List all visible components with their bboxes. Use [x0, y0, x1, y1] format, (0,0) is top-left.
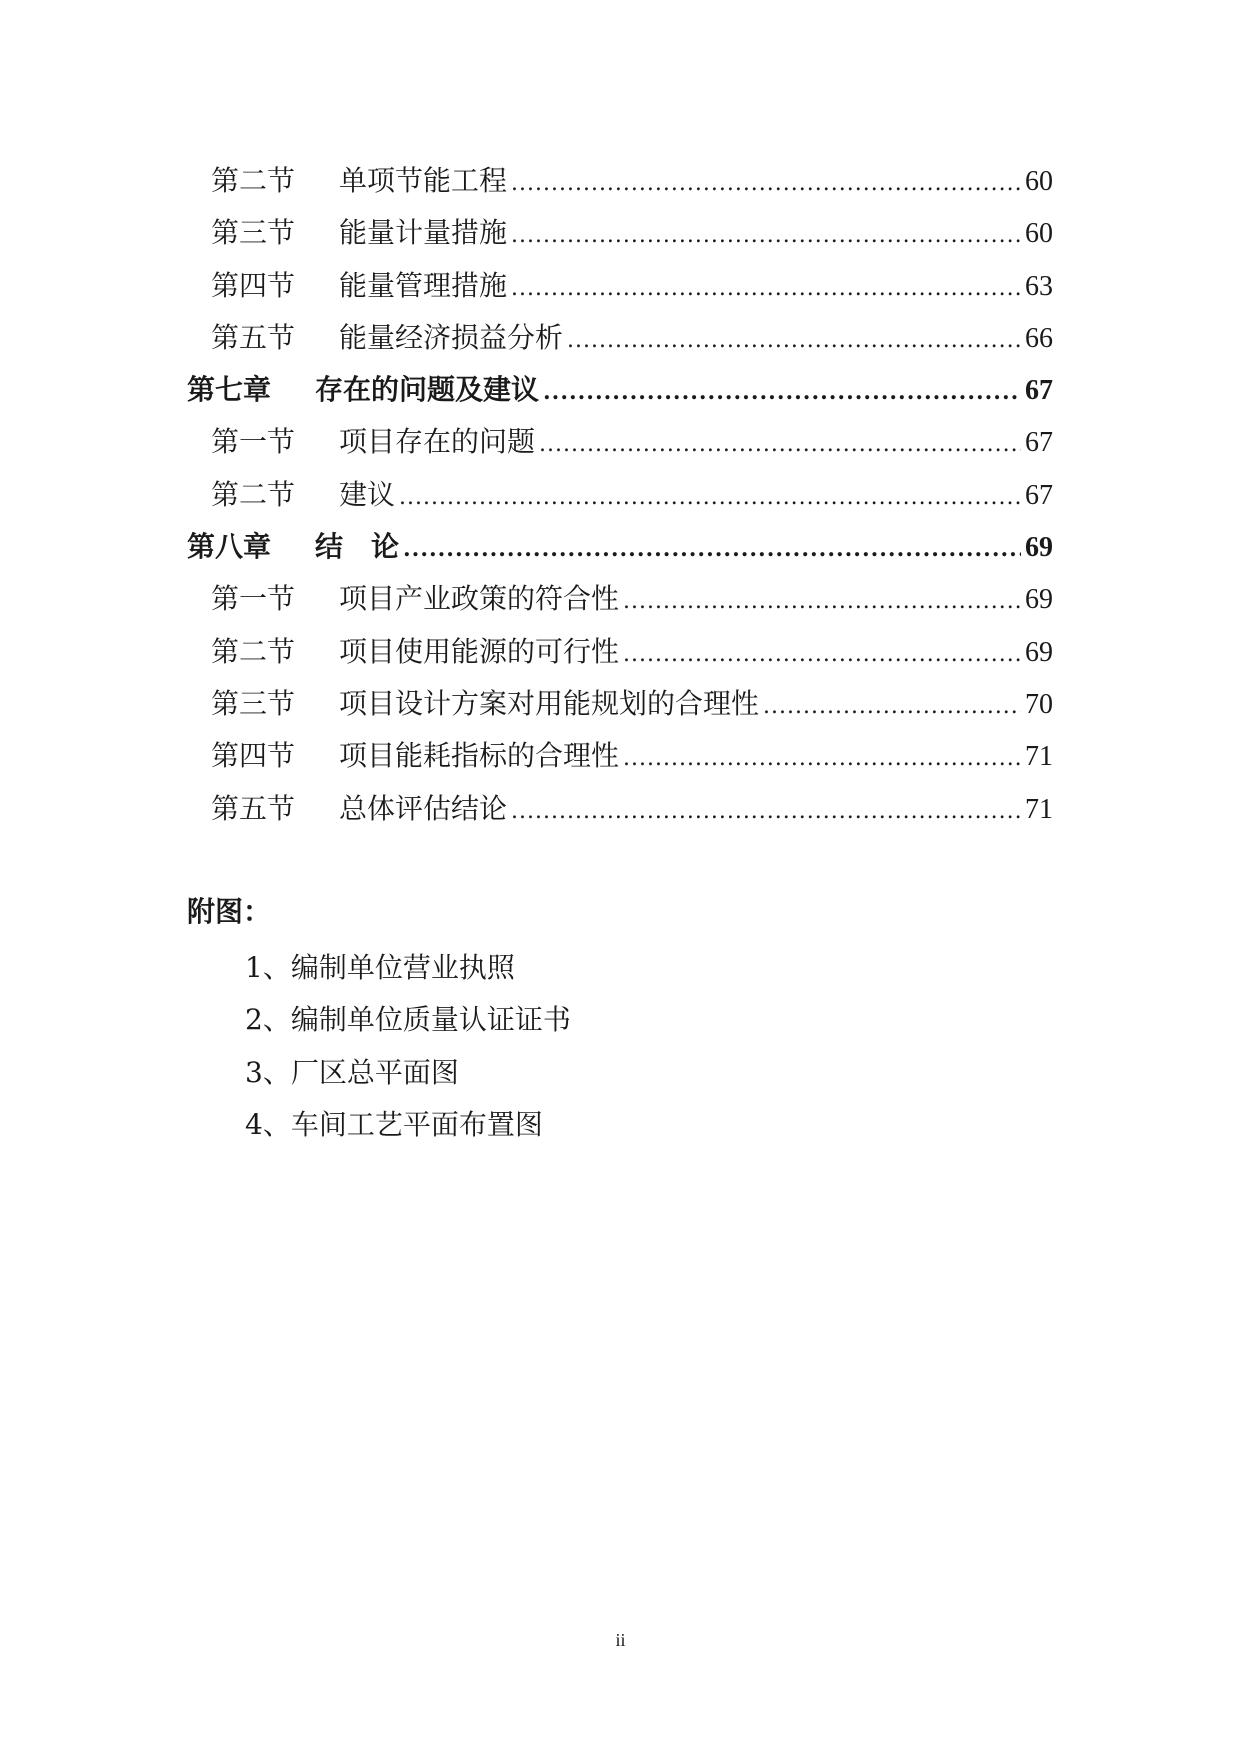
- toc-chapter-number: 第七章: [187, 373, 272, 407]
- toc-leader-dots: [567, 315, 1021, 367]
- toc-entry-title: 项目设计方案对用能规划的合理性: [339, 686, 760, 720]
- toc-leader-dots: [403, 523, 1021, 575]
- toc-entry: [187, 573, 1053, 625]
- toc-chapter: [187, 364, 1053, 416]
- toc-entry-title: 总体评估结论: [339, 791, 508, 825]
- toc-chapter-title: 存在的问题及建议: [315, 373, 540, 407]
- toc-entry-number: 第三节: [211, 216, 296, 250]
- toc-entry: [187, 416, 1053, 468]
- toc-entry-page: 60: [1025, 166, 1053, 197]
- toc-entry-title: 能量经济损益分析: [339, 320, 564, 354]
- toc-entry-number: 第一节: [211, 582, 296, 616]
- appendix-title: 附图：: [187, 895, 272, 928]
- appendix-item: 4、车间工艺平面布置图: [245, 1107, 543, 1141]
- toc-leader-dots: [543, 366, 1021, 418]
- toc-chapter: [187, 521, 1053, 573]
- toc-entry-title: 项目产业政策的符合性: [339, 582, 620, 616]
- toc-entry-title: 项目存在的问题: [339, 425, 536, 459]
- toc-entry-number: 第四节: [211, 739, 296, 773]
- toc-entry-page: 71: [1025, 793, 1053, 825]
- toc-entry-label: [211, 155, 507, 207]
- toc-entry-page: 70: [1025, 688, 1053, 720]
- toc-leader-dots: [511, 158, 1021, 210]
- toc-entry-number: 第五节: [211, 791, 296, 825]
- toc-entry-page: 71: [1025, 741, 1053, 773]
- appendix-item: 3、厂区总平面图: [245, 1055, 459, 1089]
- toc-entry-page: 63: [1025, 270, 1053, 302]
- toc-entry: [187, 626, 1053, 678]
- toc-entry-page: 69: [1025, 584, 1053, 616]
- toc-entry-label: [211, 416, 535, 468]
- appendix-item: 1、编制单位营业执照: [245, 951, 515, 984]
- toc-entry: [187, 783, 1053, 835]
- toc-chapter-page: 67: [1025, 375, 1053, 407]
- toc-leader-dots: [511, 210, 1021, 262]
- toc-entry-title: 能量管理措施: [339, 268, 508, 302]
- toc-entry-title: 项目能耗指标的合理性: [339, 739, 620, 773]
- toc-entry: [187, 678, 1053, 730]
- toc-chapter-title: 结 论: [315, 530, 400, 564]
- toc-entry-page: 67: [1025, 427, 1053, 459]
- toc-entry-label: [211, 469, 395, 521]
- toc-entry-label: [211, 678, 759, 730]
- toc-chapter-label: [187, 521, 399, 573]
- page-number: ii: [615, 1630, 626, 1650]
- toc-entry-page: 69: [1025, 636, 1053, 668]
- toc-leader-dots: [399, 472, 1021, 524]
- toc-entry-number: 第二节: [211, 477, 296, 511]
- toc-entry-label: [211, 312, 563, 364]
- toc-entry: [187, 730, 1053, 782]
- toc-leader-dots: [763, 681, 1021, 733]
- toc-entry-number: 第五节: [211, 320, 296, 354]
- toc-entry-label: [211, 730, 619, 782]
- toc-entry: [187, 207, 1053, 259]
- toc-entry-label: [211, 207, 507, 259]
- toc-entry: [187, 260, 1053, 312]
- toc-entry-number: 第二节: [211, 634, 296, 668]
- toc-entry-title: 能量计量措施: [339, 216, 508, 250]
- toc-entry-title: 项目使用能源的可行性: [339, 634, 620, 668]
- toc-entry: [187, 312, 1053, 364]
- toc-leader-dots: [539, 419, 1021, 471]
- toc-entry: [187, 155, 1053, 207]
- toc-entry-page: 67: [1025, 479, 1053, 511]
- toc-entry-label: [211, 573, 619, 625]
- toc-entry-number: 第一节: [211, 425, 296, 459]
- toc-leader-dots: [511, 786, 1021, 838]
- toc-entry-page: 60: [1025, 218, 1053, 250]
- toc-leader-dots: [623, 576, 1021, 628]
- toc-entry-page: 66: [1025, 322, 1053, 354]
- toc-leader-dots: [623, 733, 1021, 785]
- toc-entry-label: [211, 783, 507, 835]
- toc-entry: [187, 469, 1053, 521]
- toc-entry-number: 第四节: [211, 268, 296, 302]
- toc-chapter-label: [187, 364, 539, 416]
- toc-entry-number: 第二节: [211, 164, 296, 197]
- toc-entry-title: 建议: [339, 477, 396, 511]
- toc-chapter-page: 69: [1025, 532, 1053, 564]
- toc-entry-title: 单项节能工程: [339, 164, 508, 197]
- toc-leader-dots: [623, 629, 1021, 681]
- toc-entry-number: 第三节: [211, 686, 296, 720]
- toc-chapter-number: 第八章: [187, 530, 272, 564]
- table-of-contents: [187, 155, 1053, 835]
- appendix-item: 2、编制单位质量认证证书: [245, 1003, 571, 1037]
- toc-entry-label: [211, 260, 507, 312]
- appendix-list: [245, 942, 571, 1151]
- toc-entry-label: [211, 626, 619, 678]
- toc-leader-dots: [511, 263, 1021, 315]
